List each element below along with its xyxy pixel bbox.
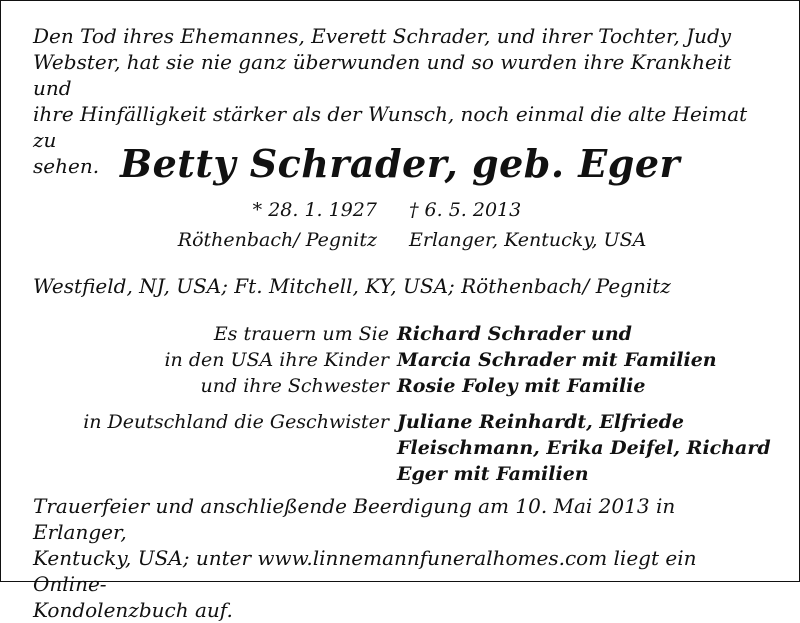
mourner-label: in den USA ihre Kinder	[164, 349, 389, 371]
mourners-family	[1, 321, 799, 399]
mourner-label: und ihre Schwester	[200, 375, 389, 397]
mourner-label: Es trauern um Sie	[213, 323, 389, 345]
intro-line: ihre Hinfälligkeit stärker als der Wunsch, noch einmal die alte Heimat zu	[33, 102, 748, 152]
mourner-row	[1, 321, 799, 347]
intro-line: Webster, hat sie nie ganz überwunden und so wurden ihre Krankheit und	[33, 50, 732, 100]
birth-date: * 28. 1. 1927	[252, 199, 377, 221]
mourner-row	[1, 409, 799, 435]
death-date: † 6. 5. 2013	[409, 199, 522, 221]
birth-place: Röthenbach/ Pegnitz	[177, 229, 377, 251]
mourner-names: Marcia Schrader mit Familien	[397, 349, 717, 371]
mourner-row	[1, 373, 799, 399]
service-paragraph	[33, 493, 773, 623]
service-line: Kentucky, USA; unter www.linnemannfuneralhomes.com liegt ein Online-	[33, 546, 697, 596]
mourner-names: Rosie Foley mit Familie	[397, 375, 646, 397]
service-line: Kondolenzbuch auf.	[33, 598, 233, 622]
deceased-name: Betty Schrader, geb. Eger	[119, 141, 681, 186]
residences-line: Westfield, NJ, USA; Ft. Mitchell, KY, USA; Röthenbach/ Pegnitz	[33, 274, 671, 298]
mourner-names: Richard Schrader und	[397, 323, 632, 345]
death-place: Erlanger, Kentucky, USA	[409, 229, 647, 251]
mourner-row	[1, 461, 799, 487]
service-line: Trauerfeier und anschließende Beerdigung am 10. Mai 2013 in Erlanger,	[33, 494, 676, 544]
mourner-row	[1, 347, 799, 373]
siblings-names: Eger mit Familien	[397, 463, 589, 485]
siblings-names: Fleischmann, Erika Deifel, Richard	[397, 437, 771, 459]
siblings-label: in Deutschland die Geschwister	[83, 411, 389, 433]
mourner-row	[1, 435, 799, 461]
mourners-siblings	[1, 409, 799, 487]
intro-line: Den Tod ihres Ehemannes, Everett Schrader, und ihrer Tochter, Judy	[33, 24, 732, 48]
intro-line: sehen.	[33, 154, 100, 178]
siblings-names: Juliane Reinhardt, Elfriede	[397, 411, 684, 433]
